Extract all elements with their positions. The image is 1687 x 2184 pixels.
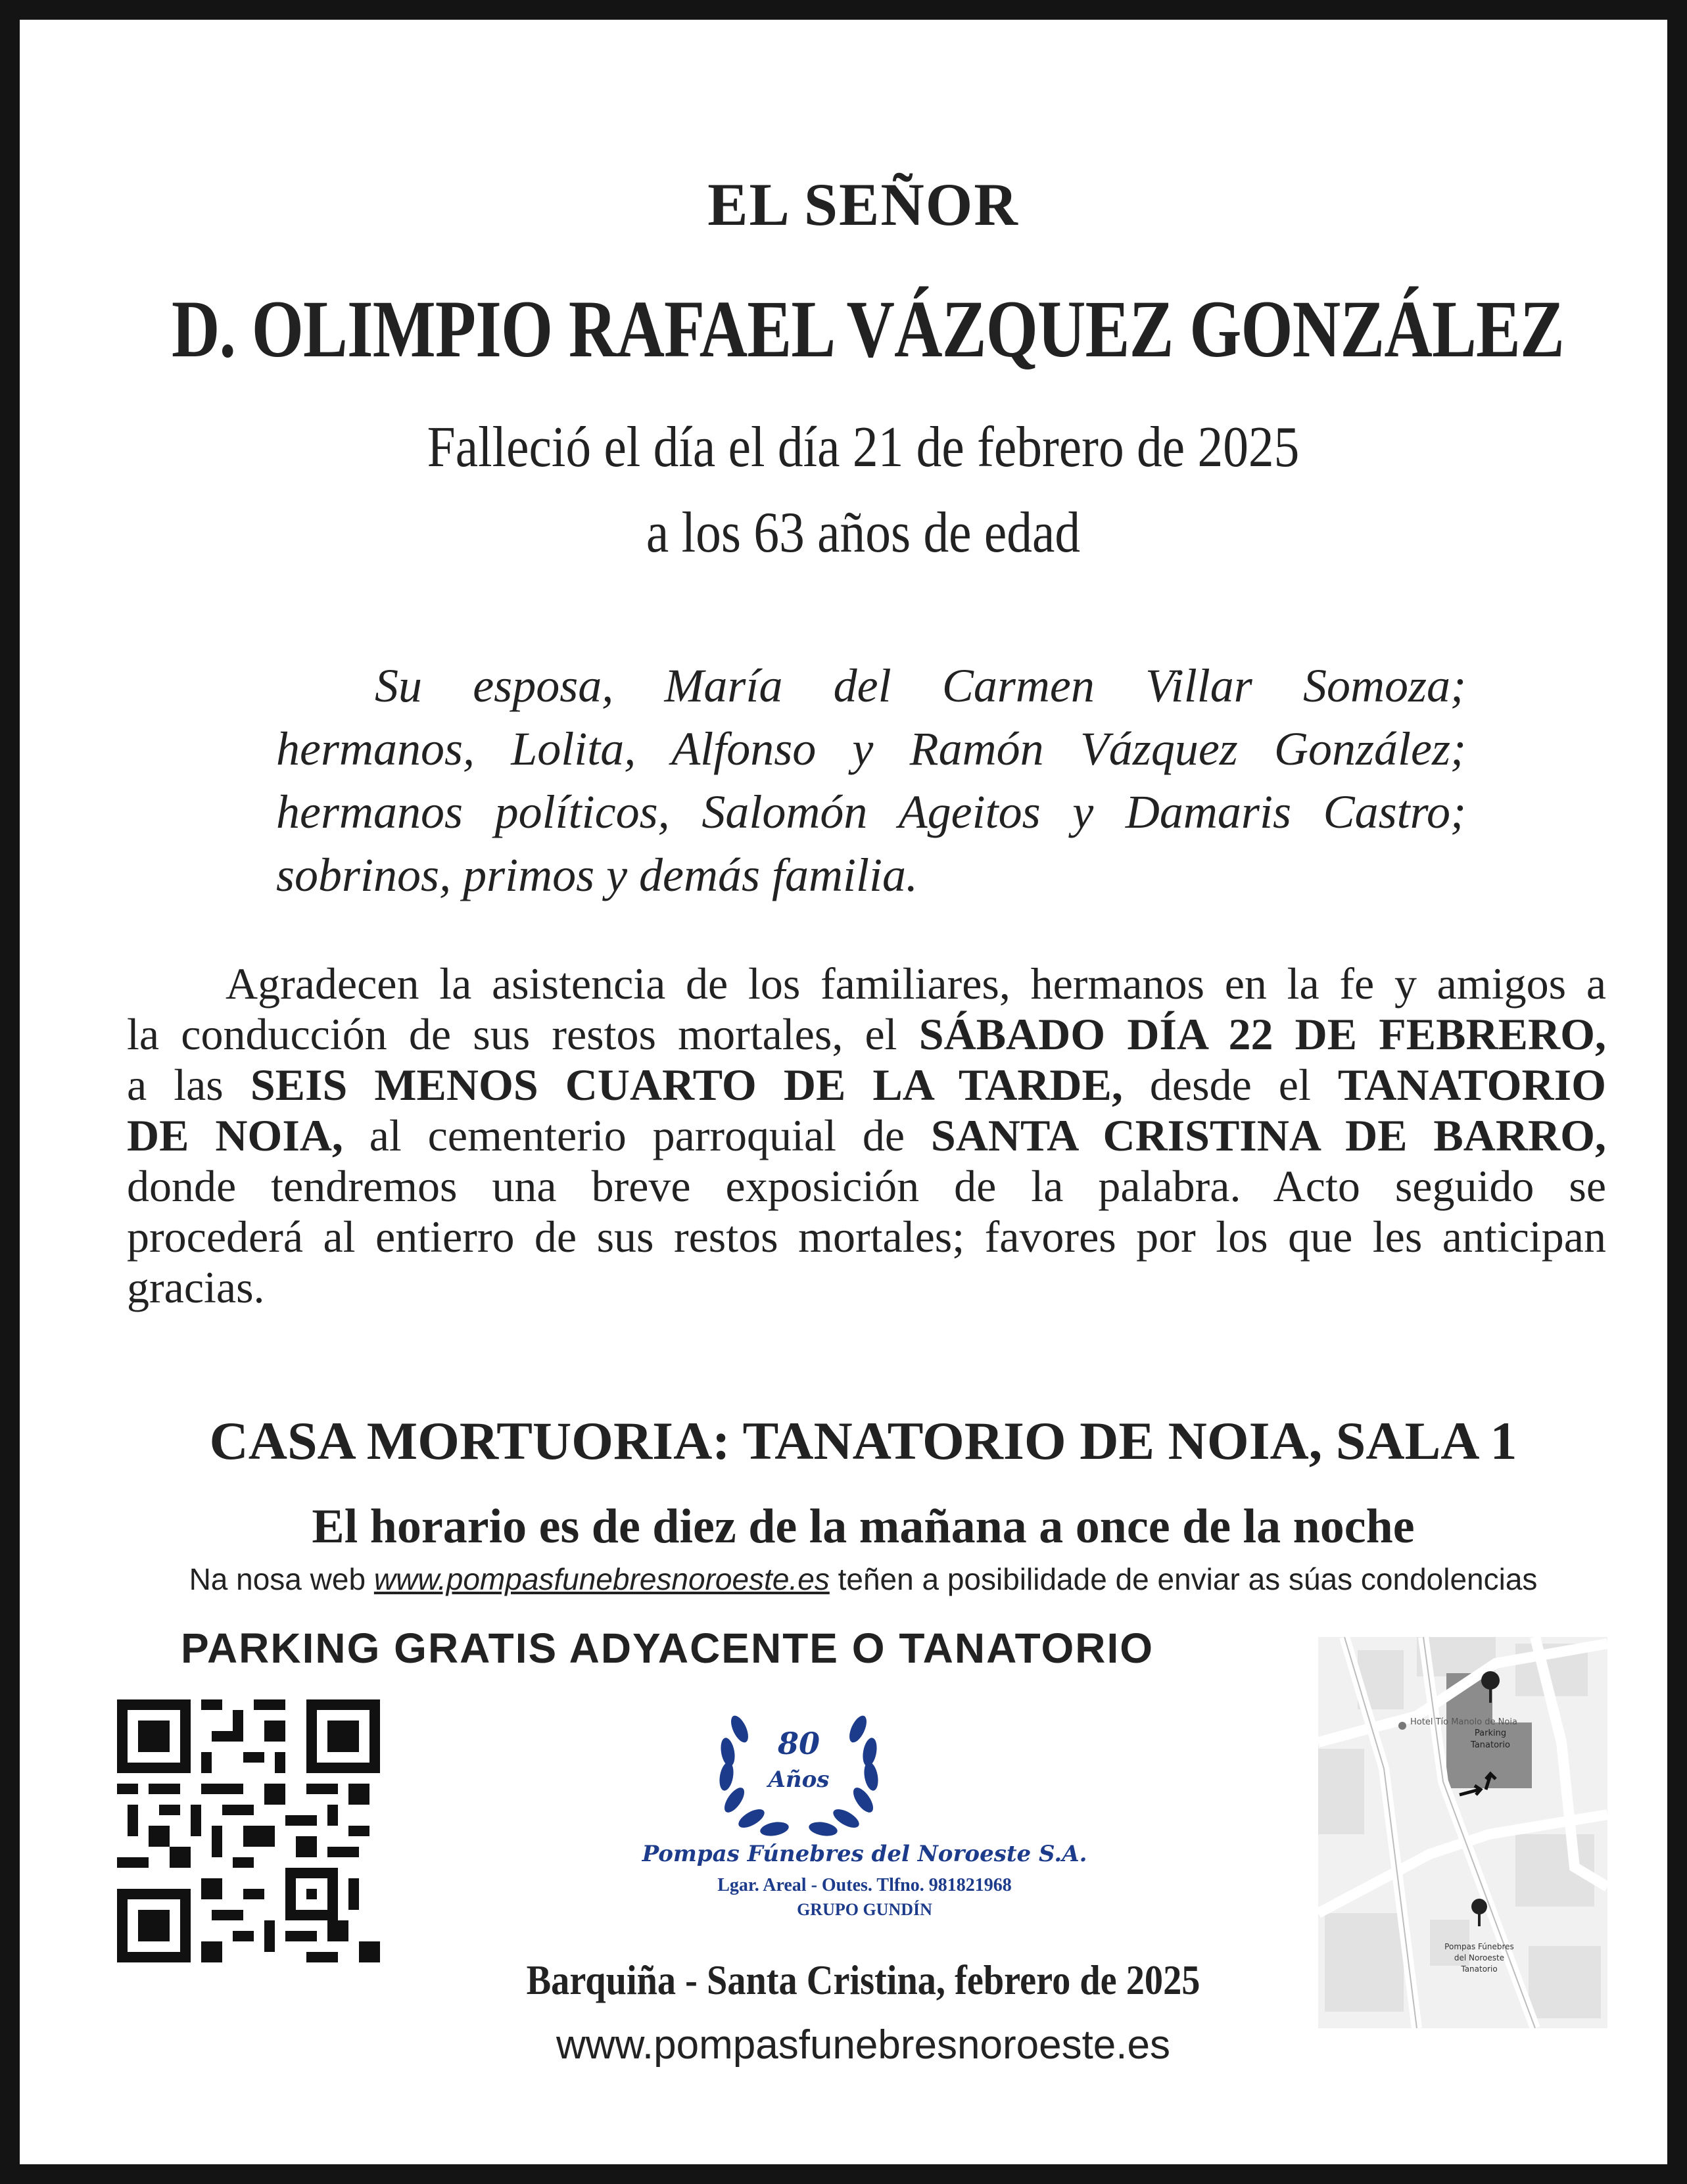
company-group: GRUPO GUNDÍN [797,1900,932,1919]
map-label-company: Pompas Fúnebres [1444,1942,1514,1951]
funeral-text: al cementerio parroquial de [343,1110,931,1160]
family-line-spouse: Su esposa, María del Carmen Villar Somoza; [375,659,1466,712]
map-label-company: del Noroeste [1454,1953,1505,1962]
map-label-parking: Parking [1474,1728,1507,1738]
company-address: Lgar. Areal - Outes. Tlfno. 981821968 [717,1875,1012,1895]
condolences-text: Na nosa web [189,1562,374,1596]
family-line-siblings: hermanos, Lolita, Alfonso y Ramón Vázquez González; [276,723,1466,775]
condolences-note [20,1561,1687,1597]
funeral-cemetery: SANTA CRISTINA DE BARRO, [930,1110,1606,1160]
map-label-hotel: Hotel Tío Manolo de Noia [1410,1717,1517,1727]
funeral-notice [127,959,1606,1313]
funeral-origin-cont: DE NOIA, [127,1110,343,1160]
funeral-line [127,1009,1606,1060]
condolences-link[interactable]: www.pompasfunebresnoroeste.es [373,1562,830,1596]
family-list [276,654,1466,907]
funeral-date: SÁBADO DÍA 22 DE FEBRERO, [918,1009,1606,1059]
title: EL SEÑOR [707,171,1019,238]
funeral-line [127,1110,1606,1161]
company-name: Pompas Fúnebres del Noroeste S.A. [642,1841,1087,1867]
map-label-tanatorio: Tanatorio [1471,1740,1510,1750]
mortuary-house: CASA MORTUORIA: TANATORIO DE NOIA, SALA 1 [209,1411,1517,1471]
funeral-text: la conducción de sus restos mortales, el [127,1009,919,1059]
anniversary-word: Años [768,1767,830,1793]
funeral-text: a las [127,1060,250,1110]
anniversary-number: 80 [777,1726,820,1761]
qr-code[interactable] [117,1699,380,1962]
map-label-company: Tanatorio [1461,1964,1498,1974]
funeral-origin: TANATORIO [1337,1060,1606,1110]
funeral-line: gracias. [127,1262,265,1312]
condolences-text: teñen a posibilidade de enviar as súas condolencias [829,1562,1538,1596]
funeral-text: desde el [1122,1060,1338,1110]
funeral-line: donde tendremos una breve exposición de la palabra. Acto seguido se [127,1161,1606,1211]
funeral-time: SEIS MENOS CUARTO DE LA TARDE, [250,1060,1123,1110]
funeral-line [127,1060,1606,1110]
death-date: Falleció el día el día 21 de febrero de 2025 [427,415,1300,479]
place-and-date: Barquiña - Santa Cristina, febrero de 2025 [526,1957,1200,2003]
parking-notice: PARKING GRATIS ADYACENTE O TANATORIO [181,1625,1154,1672]
website-link[interactable]: www.pompasfunebresnoroeste.es [556,2022,1170,2068]
opening-hours: El horario es de diez de la mañana a once de la noche [312,1500,1415,1554]
age-at-death: a los 63 años de edad [646,501,1081,565]
funeral-line: procederá al entierro de sus restos mortales; favores por los que les anticipan [127,1212,1606,1262]
funeral-line: Agradecen la asistencia de los familiares, hermanos en la fe y amigos a [226,959,1606,1009]
family-line-in-laws: hermanos políticos, Salomón Ageitos y Damaris Castro; [276,786,1466,838]
hotel-icon [1398,1722,1406,1730]
family-line-relatives: sobrinos, primos y demás familia. [276,849,918,901]
deceased-name: D. OLIMPIO RAFAEL VÁZQUEZ GONZÁLEZ [171,284,1565,374]
